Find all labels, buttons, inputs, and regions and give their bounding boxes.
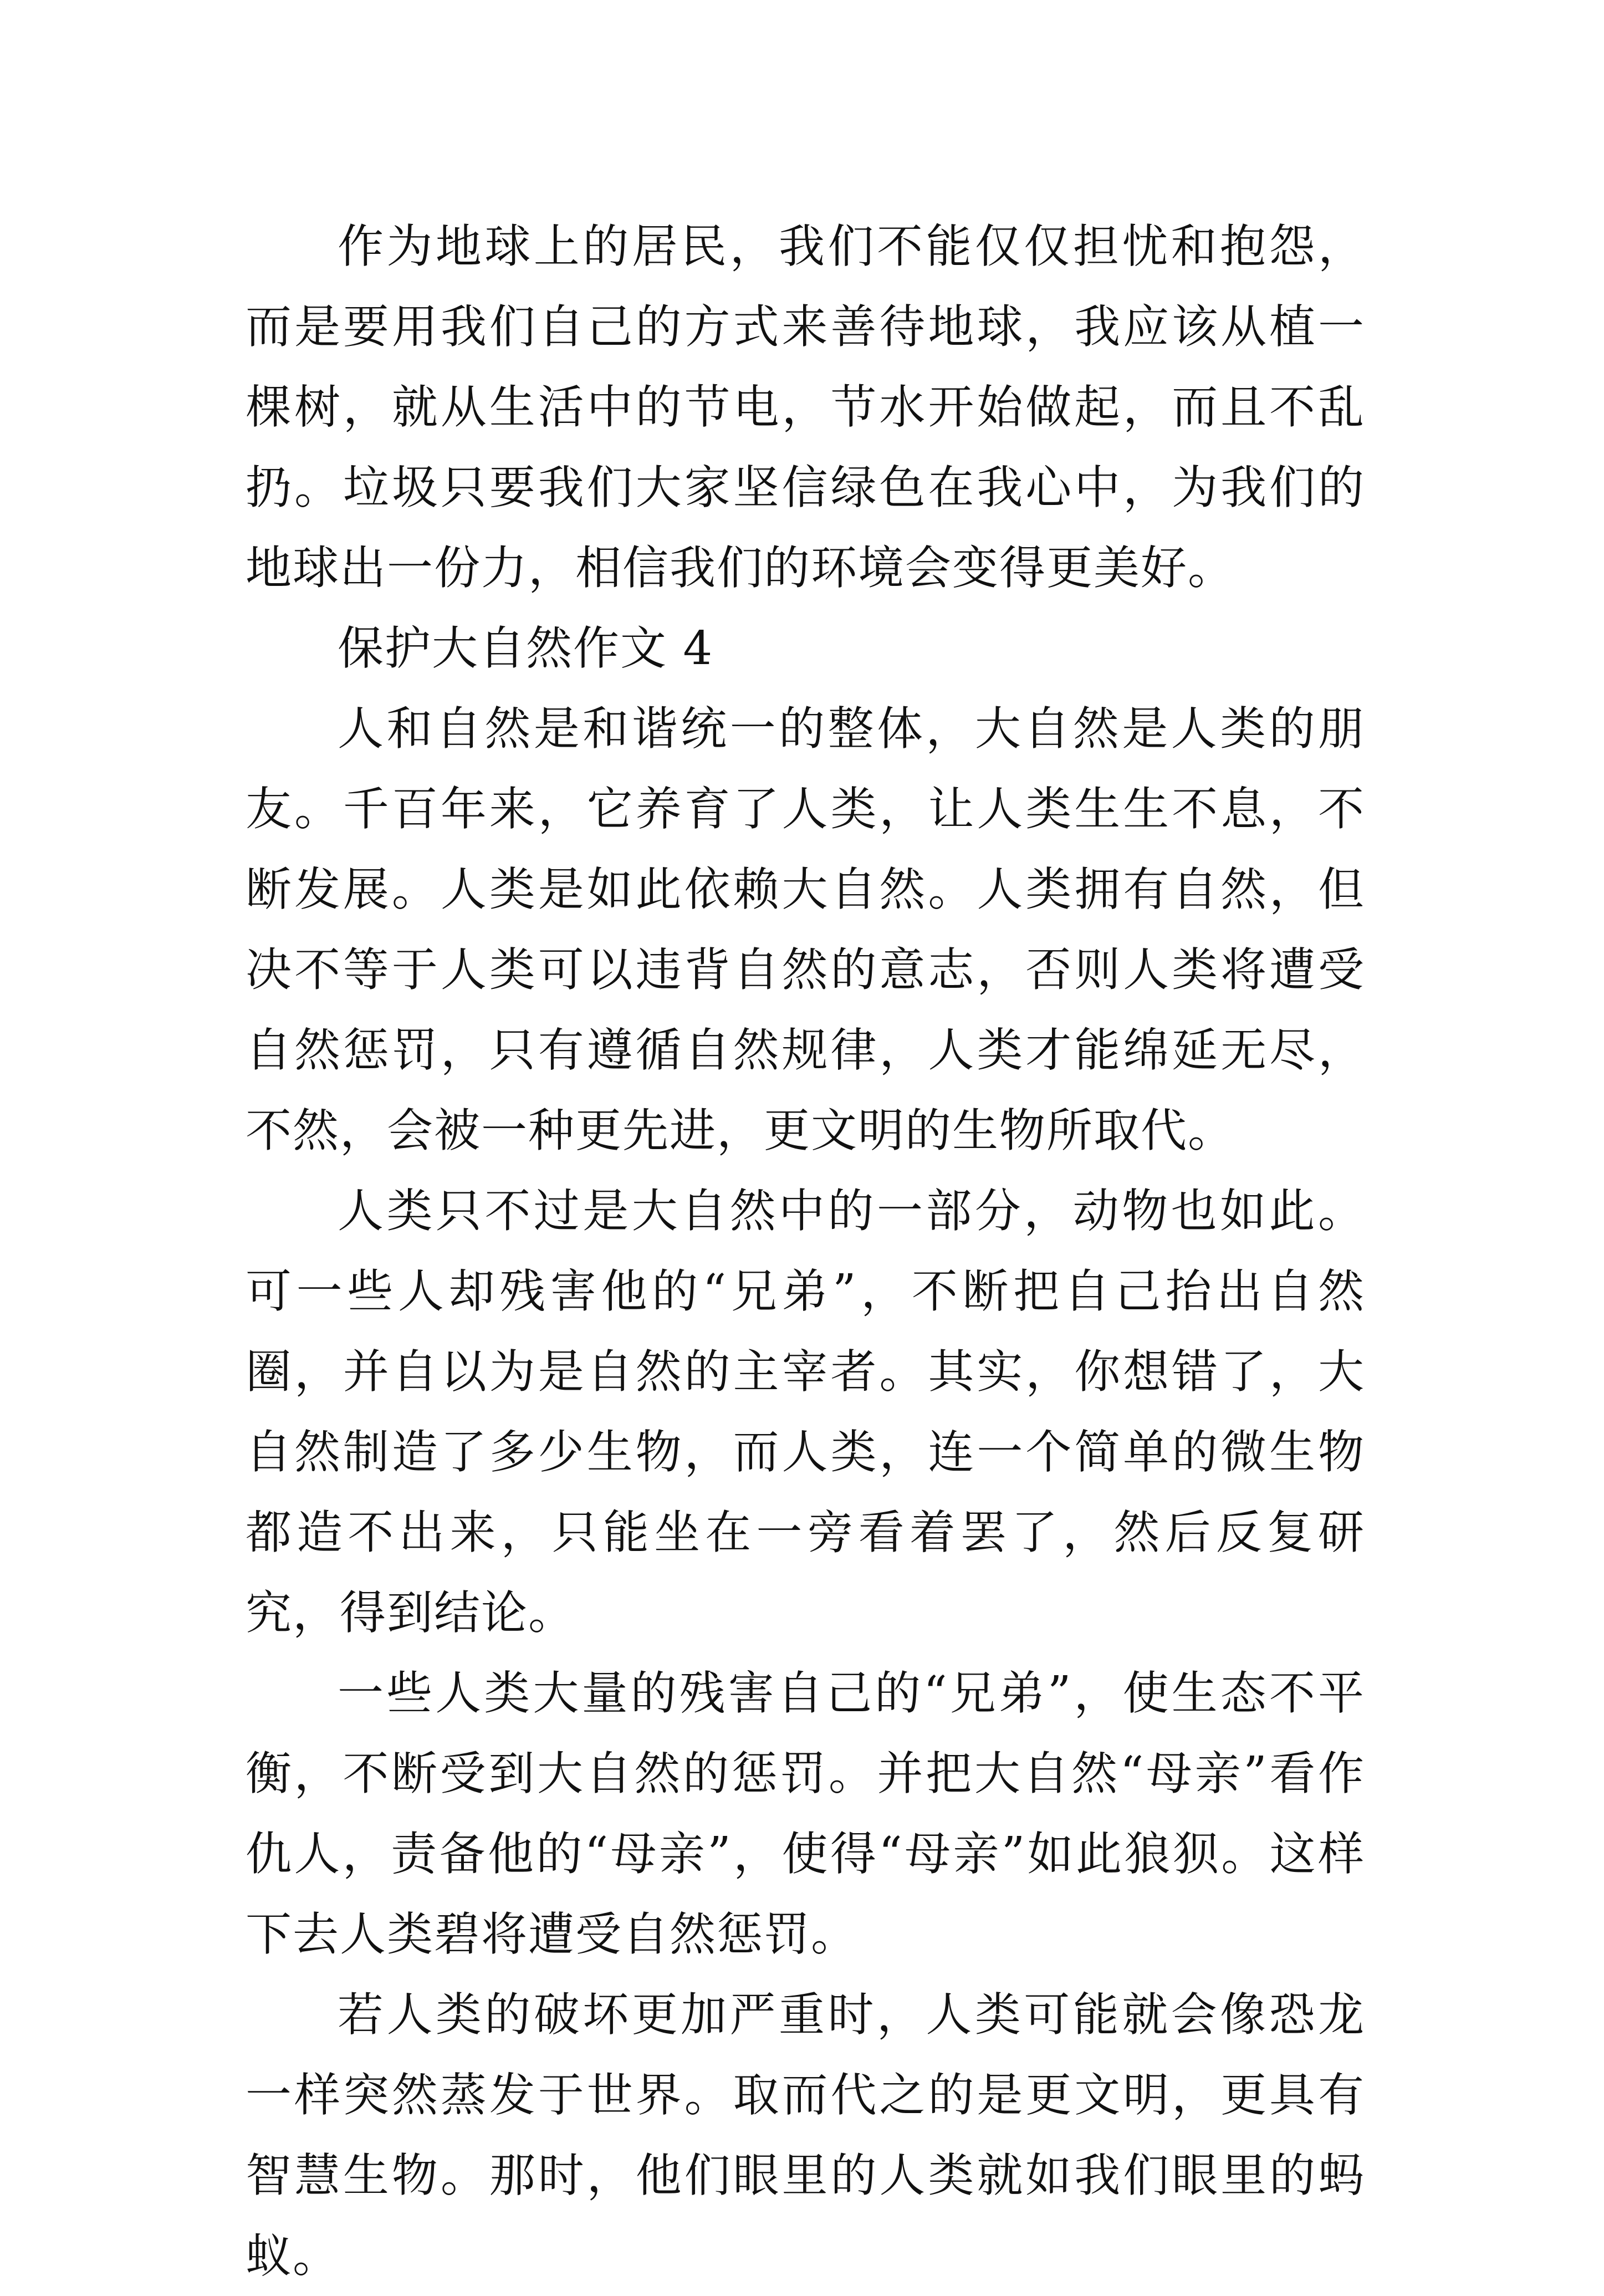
- paragraph-3: 人类只不过是大自然中的一部分，动物也如此。可一些人却残害他的“兄弟”，不断把自己抬出自然圈，并自以为是自然的主宰者。其实，你想错了，大自然制造了多少生物，而人类，连一个简单的微生物都造不出来，只能坐在一旁看着罢了，然后反复研究，得到结论。: [246, 1184, 1365, 1640]
- document-body: [246, 206, 1365, 2296]
- paragraph-1: 作为地球上的居民，我们不能仅仅担忧和抱怨，而是要用我们自己的方式来善待地球，我应该从植一棵树，就从生活中的节电，节水开始做起，而且不乱扔。垃圾只要我们大家坚信绿色在我心中，为我们的地球出一份力，相信我们的环境会变得更美好。: [246, 220, 1365, 595]
- paragraph-5: 若人类的破坏更加严重时，人类可能就会像恐龙一样突然蒸发于世界。取而代之的是更文明，更具有智慧生物。那时，他们眼里的人类就如我们眼里的蚂蚁。: [246, 1988, 1365, 2283]
- section-heading: 保护大自然作文 4: [338, 621, 714, 675]
- paragraph-2: 人和自然是和谐统一的整体，大自然是人类的朋友。千百年来，它养育了人类，让人类生生不息，不断发展。人类是如此依赖大自然。人类拥有自然，但决不等于人类可以违背自然的意志，否则人类将遭受自然惩罚，只有遵循自然规律，人类才能绵延无尽，不然，会被一种更先进，更文明的生物所取代。: [246, 702, 1365, 1157]
- paragraph-4: 一些人类大量的残害自己的“兄弟”，使生态不平衡，不断受到大自然的惩罚。并把大自然“母亲”看作仇人，责备他的“母亲”，使得“母亲”如此狼狈。这样下去人类碧将遭受自然惩罚。: [246, 1666, 1365, 1961]
